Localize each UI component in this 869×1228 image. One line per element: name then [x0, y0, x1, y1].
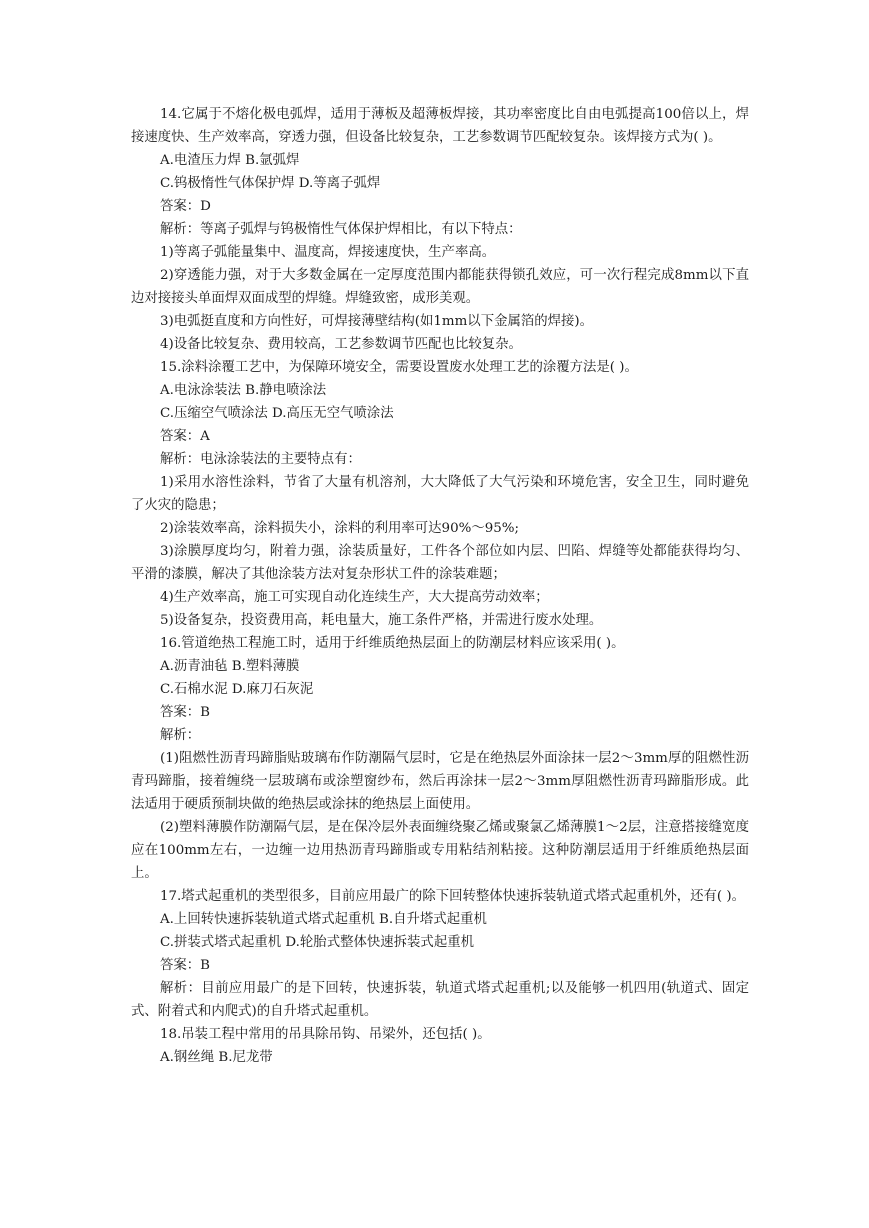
option-line: C.石棉水泥 D.麻刀石灰泥 [160, 682, 314, 697]
analysis-item: 4)生产效率高，施工可实现自动化连续生产，大大提高劳动效率； [160, 590, 549, 605]
question-16: 16.管道绝热工程施工时，适用于纤维质绝热层面上的防潮层材料应该采用( )。 [160, 636, 625, 651]
analysis-item: 2)穿透能力强，对于大多数金属在一定厚度范围内都能获得锁孔效应，可一次行程完成8mm以下直边对接接头单面焊双面成型的焊缝。焊缝致密，成形美观。 [131, 268, 749, 306]
answer-line: 答案：A [160, 429, 210, 444]
option-line: C.钨极惰性气体保护焊 D.等离子弧焊 [160, 176, 381, 191]
answer-line: 答案：D [160, 199, 211, 214]
question-18: 18.吊装工程中常用的吊具除吊钩、吊梁外，还包括( )。 [160, 1027, 491, 1042]
question-15: 15.涂料涂覆工艺中，为保障环境安全，需要设置废水处理工艺的涂覆方法是( )。 [160, 360, 638, 375]
analysis-item: 5)设备复杂，投资费用高，耗电量大，施工条件严格，并需进行废水处理。 [160, 613, 603, 628]
option-line: A.电渣压力焊 B.氩弧焊 [160, 153, 300, 168]
answer-line: 答案：B [160, 705, 211, 720]
analysis-item: 1)采用水溶性涂料，节省了大量有机溶剂，大大降低了大气污染和环境危害，安全卫生，同时避免了火灾的隐患； [131, 475, 749, 513]
analysis-line: 解析：等离子弧焊与钨极惰性气体保护焊相比，有以下特点： [160, 222, 522, 237]
option-line: C.压缩空气喷涂法 D.高压无空气喷涂法 [160, 406, 394, 421]
option-line: A.沥青油毡 B.塑料薄膜 [160, 659, 300, 674]
question-17: 17.塔式起重机的类型很多，目前应用最广的除下回转整体快速拆装轨道式塔式起重机外，还有( )。 [160, 889, 746, 904]
analysis-item: 1)等离子弧能量集中、温度高，焊接速度快，生产率高。 [160, 245, 496, 260]
answer-line: 答案：B [160, 958, 211, 973]
analysis-item: 4)设备比较复杂、费用较高，工艺参数调节匹配也比较复杂。 [160, 337, 522, 352]
option-line: A.电泳涂装法 B.静电喷涂法 [160, 383, 327, 398]
option-line: A.上回转快速拆装轨道式塔式起重机 B.自升塔式起重机 [160, 912, 487, 927]
analysis-line: 解析：目前应用最广的是下回转，快速拆装，轨道式塔式起重机;以及能够一机四用(轨道式、固定式、附着式和内爬式)的自升塔式起重机。 [131, 981, 749, 1019]
analysis-item: 2)涂装效率高，涂料损失小，涂料的利用率可达90%～95%; [160, 521, 519, 536]
analysis-item: 3)涂膜厚度均匀，附着力强，涂装质量好，工件各个部位如内层、凹陷、焊缝等处都能获得均匀、平滑的漆膜，解决了其他涂装方法对复杂形状工件的涂装难题； [131, 544, 749, 582]
option-line: A.钢丝绳 B.尼龙带 [160, 1050, 273, 1065]
analysis-line: 解析：电泳涂装法的主要特点有： [160, 452, 361, 467]
analysis-item: 3)电弧挺直度和方向性好，可焊接薄壁结构(如1mm以下金属箔的焊接)。 [160, 314, 594, 329]
analysis-item: (2)塑料薄膜作防潮隔气层，是在保冷层外表面缠绕聚乙烯或聚氯乙烯薄膜1～2层，注意搭接缝宽度应在100mm左右，一边缠一边用热沥青玛蹄脂或专用粘结剂粘接。这种防潮层适用于纤维质绝热层面上。 [131, 820, 749, 881]
question-14: 14.它属于不熔化极电弧焊，适用于薄板及超薄板焊接，其功率密度比自由电弧提高100倍以上，焊接速度快、生产效率高，穿透力强，但设备比较复杂，工艺参数调节匹配较复杂。该焊接方式为( )。 [131, 107, 749, 145]
option-line: C.拼装式塔式起重机 D.轮胎式整体快速拆装式起重机 [160, 935, 474, 950]
analysis-item: (1)阻燃性沥青玛蹄脂贴玻璃布作防潮隔气层时，它是在绝热层外面涂抹一层2～3mm厚的阻燃性沥青玛蹄脂，接着缠绕一层玻璃布或涂塑窗纱布，然后再涂抹一层2～3mm厚阻燃性沥青玛蹄脂形成。此法适用于硬质预制块做的绝热层或涂抹的绝热层上面使用。 [131, 751, 749, 812]
analysis-line: 解析： [160, 728, 201, 743]
